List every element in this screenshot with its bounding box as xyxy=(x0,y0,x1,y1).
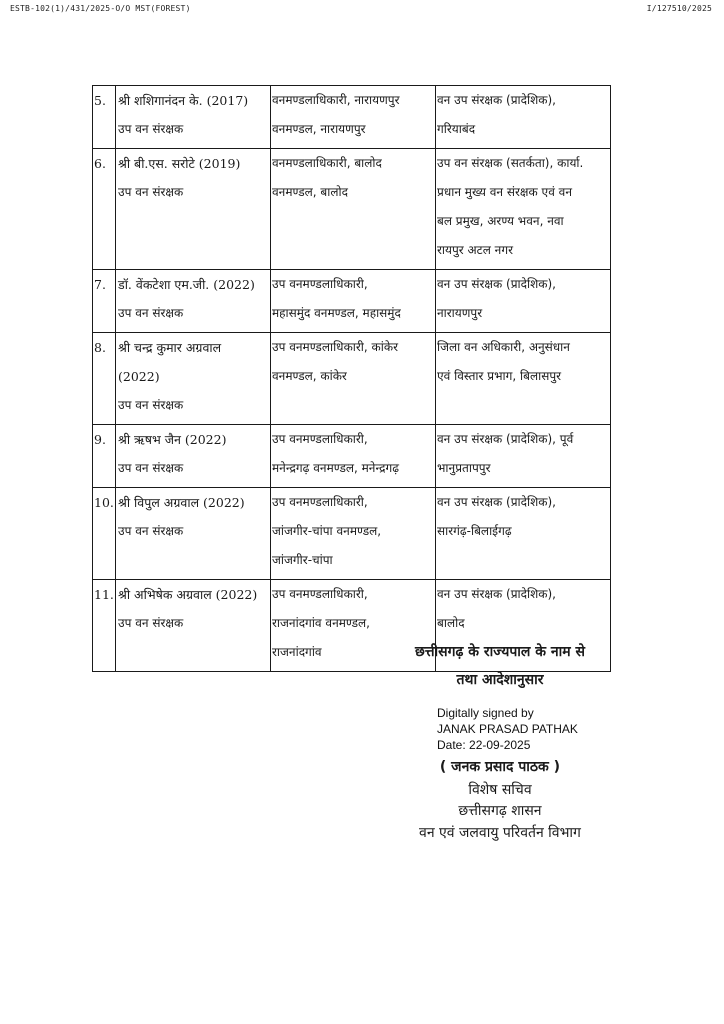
current-posting-cell xyxy=(271,425,436,488)
new-posting-line: बालोद xyxy=(437,616,465,630)
officer-designation: उप वन संरक्षक xyxy=(118,461,184,475)
table-row xyxy=(93,425,611,488)
officer-name: श्री बी.एस. सरोटे (2019) xyxy=(118,156,241,171)
officer-cell xyxy=(116,86,271,149)
officer-name: श्री अभिषेक अग्रवाल (2022) xyxy=(118,587,258,602)
signatory-designation: विशेष सचिव xyxy=(468,782,532,798)
new-posting-line: प्रधान मुख्य वन संरक्षक एवं वन xyxy=(437,185,573,199)
serial-number: 7. xyxy=(93,270,116,333)
digital-signature-label: Digitally signed by xyxy=(437,706,534,720)
current-posting-line: उप वनमण्डलाधिकारी, xyxy=(272,495,368,509)
current-posting-line: मनेन्द्रगढ़ वनमण्डल, मनेन्द्रगढ़ xyxy=(272,461,400,475)
officer-cell xyxy=(116,149,271,270)
current-posting-line: वनमण्डलाधिकारी, नारायणपुर xyxy=(272,93,400,107)
new-posting-line: जिला वन अधिकारी, अनुसंधान xyxy=(437,340,570,354)
officer-designation: उप वन संरक्षक xyxy=(118,306,184,320)
government-name: छत्तीसगढ़ शासन xyxy=(458,803,542,819)
officer-designation: उप वन संरक्षक xyxy=(118,616,184,630)
serial-number: 8. xyxy=(93,333,116,425)
new-posting-cell xyxy=(436,270,611,333)
current-posting-line: वनमण्डल, कांकेर xyxy=(272,369,347,383)
table-row xyxy=(93,270,611,333)
current-posting-line: जांजगीर-चांपा वनमण्डल, xyxy=(272,524,382,538)
new-posting-line: एवं विस्तार प्रभाग, बिलासपुर xyxy=(437,369,562,383)
digital-signature-block xyxy=(437,705,578,753)
current-posting-line: उप वनमण्डलाधिकारी, xyxy=(272,277,368,291)
order-authority-line1: छत्तीसगढ़ के राज्यपाल के नाम से xyxy=(415,644,585,660)
new-posting-cell xyxy=(436,333,611,425)
table-row xyxy=(93,488,611,580)
serial-number: 6. xyxy=(93,149,116,270)
current-posting-line: उप वनमण्डलाधिकारी, xyxy=(272,587,368,601)
new-posting-cell xyxy=(436,149,611,270)
officer-cell xyxy=(116,333,271,425)
officer-designation: उप वन संरक्षक xyxy=(118,122,184,136)
new-posting-line: वन उप संरक्षक (प्रादेशिक), xyxy=(437,93,556,107)
current-posting-line: वनमण्डल, बालोद xyxy=(272,185,348,199)
new-posting-line: नारायणपुर xyxy=(437,306,483,320)
new-posting-cell xyxy=(436,488,611,580)
new-posting-line: वन उप संरक्षक (प्रादेशिक), xyxy=(437,277,556,291)
current-posting-line: वनमण्डल, नारायणपुर xyxy=(272,122,366,136)
current-posting-line: जांजगीर-चांपा xyxy=(272,553,333,567)
table-body xyxy=(93,86,611,672)
officer-designation: उप वन संरक्षक xyxy=(118,398,184,412)
new-posting-line: भानुप्रतापपुर xyxy=(437,461,491,475)
new-posting-line: गरियाबंद xyxy=(437,122,476,136)
new-posting-line: सारगंढ़-बिलाईगढ़ xyxy=(437,524,512,538)
transfer-order-table xyxy=(92,85,611,672)
current-posting-line: राजनांदगांव वनमण्डल, xyxy=(272,616,370,630)
table-row xyxy=(93,86,611,149)
officer-cell xyxy=(116,425,271,488)
officer-name: श्री विपुल अग्रवाल (2022) xyxy=(118,495,245,510)
new-posting-line: रायपुर अटल नगर xyxy=(437,243,514,257)
file-number: ESTB-102(1)/431/2025-O/O MST(FOREST) xyxy=(10,4,191,13)
digital-signature-date: Date: 22-09-2025 xyxy=(437,738,531,752)
digital-signature-name: JANAK PRASAD PATHAK xyxy=(437,722,578,736)
document-number: I/127510/2025 xyxy=(646,4,712,13)
officer-name: श्री शशिगानंदन के. (2017) xyxy=(118,93,249,108)
new-posting-line: वन उप संरक्षक (प्रादेशिक), xyxy=(437,495,556,509)
new-posting-cell xyxy=(436,86,611,149)
current-posting-cell xyxy=(271,488,436,580)
new-posting-line: बल प्रमुख, अरण्य भवन, नवा xyxy=(437,214,564,228)
order-authority-line2: तथा आदेशानुसार xyxy=(456,672,544,688)
officer-designation: उप वन संरक्षक xyxy=(118,524,184,538)
officer-cell xyxy=(116,488,271,580)
serial-number: 9. xyxy=(93,425,116,488)
officer-name: डॉ. वेंकटेशा एम.जी. (2022) xyxy=(118,277,255,292)
current-posting-line: उप वनमण्डलाधिकारी, xyxy=(272,432,368,446)
current-posting-line: राजनांदगांव xyxy=(272,645,322,659)
officer-name: श्री ऋषभ जैन (2022) xyxy=(118,432,227,447)
serial-number: 11. xyxy=(93,580,116,672)
officer-name: श्री चन्द्र कुमार अग्रवाल xyxy=(118,340,222,355)
new-posting-line: उप वन संरक्षक (सतर्कता), कार्या. xyxy=(437,156,584,170)
current-posting-cell xyxy=(271,333,436,425)
new-posting-line: वन उप संरक्षक (प्रादेशिक), पूर्व xyxy=(437,432,574,446)
new-posting-cell xyxy=(436,425,611,488)
signatory-name: ( जनक प्रसाद पाठक ) xyxy=(439,759,561,775)
current-posting-line: उप वनमण्डलाधिकारी, कांकेर xyxy=(272,340,398,354)
officer-designation: उप वन संरक्षक xyxy=(118,185,184,199)
officer-batch-year: (2022) xyxy=(118,369,160,384)
current-posting-line: महासमुंद वनमण्डल, महासमुंद xyxy=(272,306,401,320)
current-posting-line: वनमण्डलाधिकारी, बालोद xyxy=(272,156,382,170)
table-row xyxy=(93,149,611,270)
serial-number: 5. xyxy=(93,86,116,149)
officer-cell xyxy=(116,580,271,672)
serial-number: 10. xyxy=(93,488,116,580)
current-posting-cell xyxy=(271,149,436,270)
table-row xyxy=(93,333,611,425)
current-posting-cell xyxy=(271,86,436,149)
department-name: वन एवं जलवायु परिवर्तन विभाग xyxy=(419,825,581,841)
current-posting-cell xyxy=(271,270,436,333)
new-posting-line: वन उप संरक्षक (प्रादेशिक), xyxy=(437,587,556,601)
officer-cell xyxy=(116,270,271,333)
